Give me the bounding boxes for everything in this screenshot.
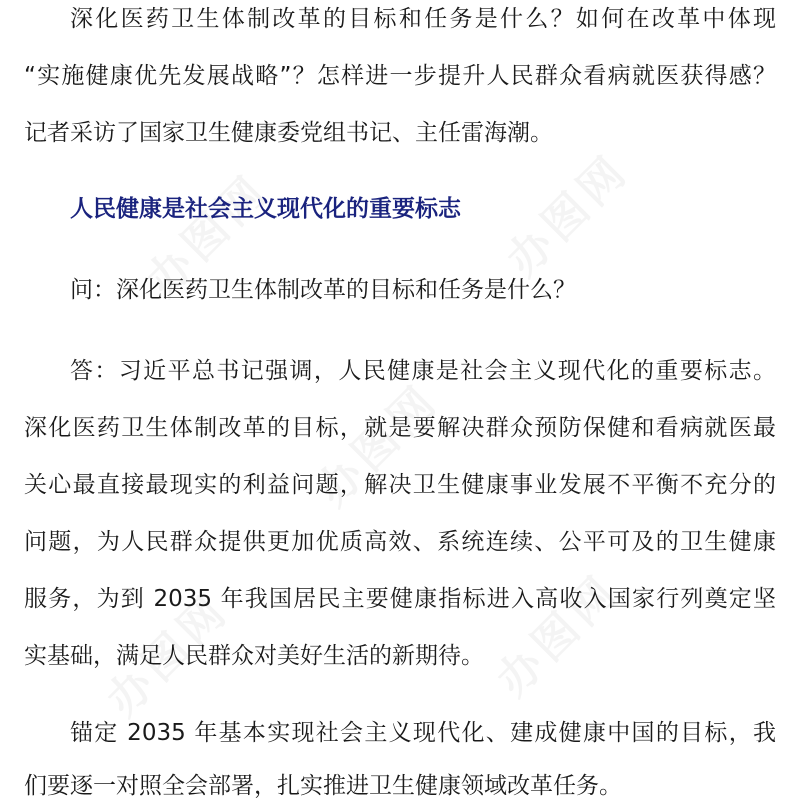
section-heading: 人民健康是社会主义现代化的重要标志 <box>70 196 461 222</box>
answer-line: 关心最直接最现实的利益问题，解决卫生健康事业发展不平衡不充分的 <box>24 472 776 498</box>
intro-line: 深化医药卫生体制改革的目标和任务是什么？如何在改革中体现 <box>70 6 776 32</box>
intro-line: 记者采访了国家卫生健康委党组书记、主任雷海潮。 <box>24 120 553 146</box>
closing-line: 锚定 2035 年基本实现社会主义现代化、建成健康中国的目标，我 <box>70 720 776 746</box>
answer-line: 问题，为人民群众提供更加优质高效、系统连续、公平可及的卫生健康 <box>24 529 776 555</box>
answer-line: 深化医药卫生体制改革的目标，就是要解决群众预防保健和看病就医最 <box>24 415 776 441</box>
closing-line: 们要逐一对照全会部署，扎实推进卫生健康领域改革任务。 <box>24 773 622 799</box>
intro-line: “实施健康优先发展战略”？怎样进一步提升人民群众看病就医获得感？ <box>24 63 776 89</box>
question-line: 问：深化医药卫生体制改革的目标和任务是什么？ <box>70 277 576 303</box>
answer-line: 答：习近平总书记强调，人民健康是社会主义现代化的重要标志。 <box>70 358 776 384</box>
answer-line: 实基础，满足人民群众对美好生活的新期待。 <box>24 643 484 669</box>
answer-line: 服务，为到 2035 年我国居民主要健康指标进入高收入国家行列奠定坚 <box>24 586 776 612</box>
